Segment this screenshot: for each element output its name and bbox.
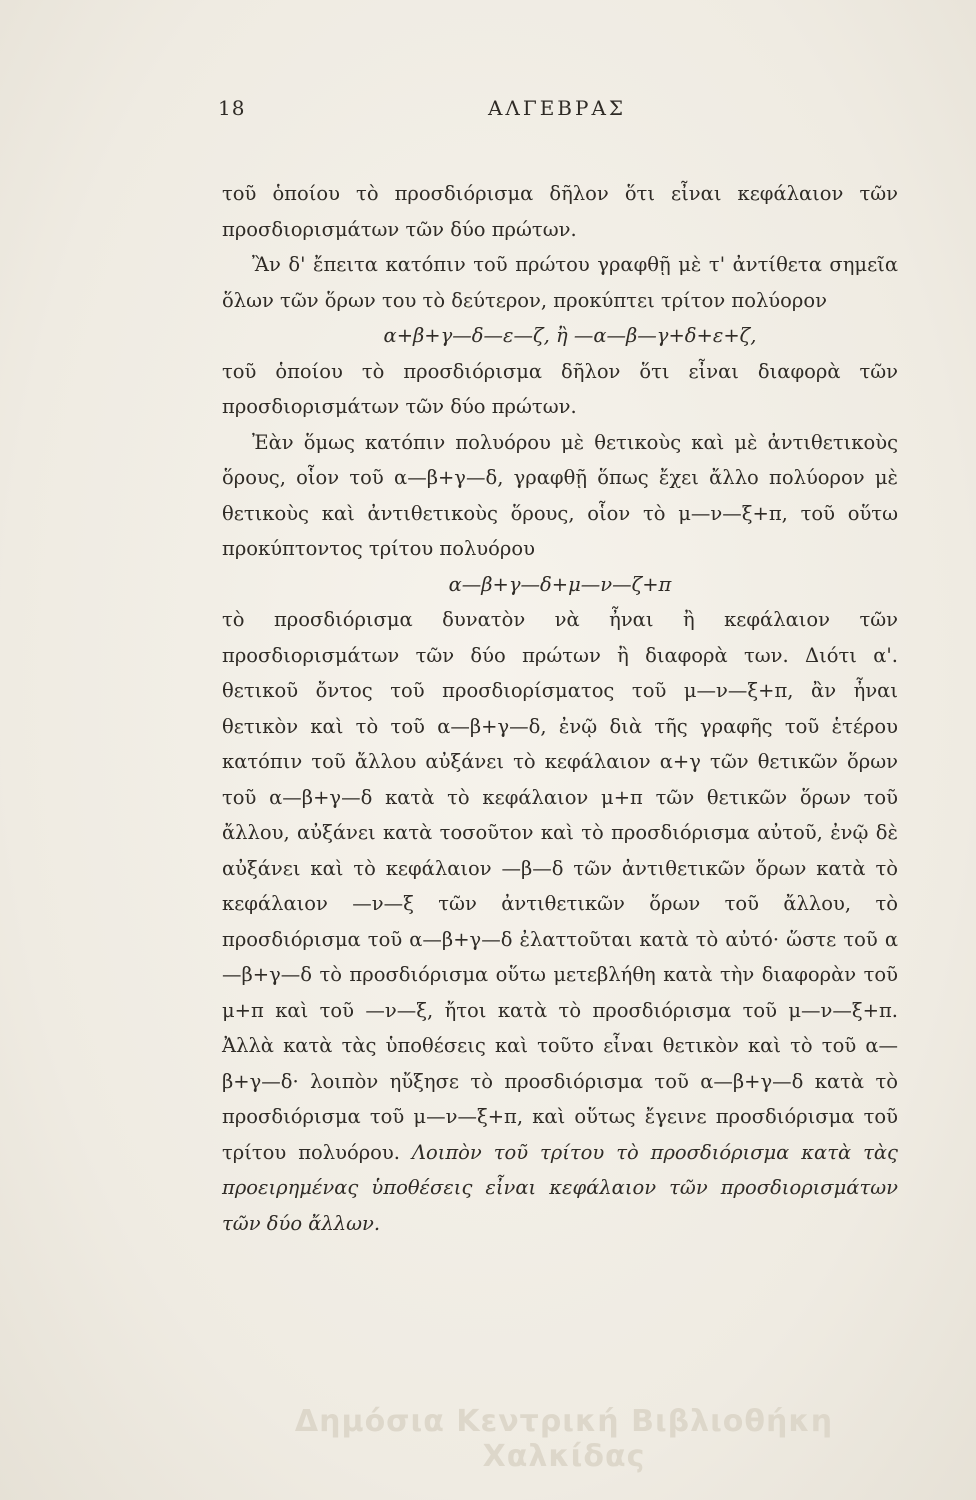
paragraph-1: τοῦ ὁποίου τὸ προσδιόρισμα δῆλον ὅτι εἶναι κεφάλαιον τῶν προσδιορισμάτων τῶν δύο πρώτων. xyxy=(222,182,898,241)
formula-1: α+β+γ—δ—ε—ζ, ἢ —α—β—γ+δ+ε+ζ, xyxy=(383,324,757,347)
book-title: ΑΛΓΕΒΡΑΣ xyxy=(487,96,627,120)
paragraph-4: Ἐὰν ὅμως κατόπιν πολυόρου μὲ θετικοὺς καὶ μὲ ἀντιθετικοὺς ὅρους, οἷον τοῦ α—β+γ—δ, γραφθῇ ὅπως ἔχει ἄλλο πολύορον μὲ θετικοὺς καὶ ἀντιθετικοὺς ὅρους, οἷον τὸ μ—ν—ξ+π, τοῦ οὕτω προκύπτοντος τρίτου πολυόρου xyxy=(222,430,898,560)
paragraph-5-text: τὸ προσδιόρισμα δυνατὸν νὰ ἦναι ἢ κεφάλαιον τῶν προσδιορισμάτων τῶν δύο πρώτων ἢ διαφορὰ των. Διότι α'. θετικοῦ ὄντος τοῦ προσδιορίσματος τοῦ μ—ν—ξ+π, ἂν ἦναι θετικὸν καὶ τὸ τοῦ α—β+γ—δ, ἐνῷ διὰ τῆς γραφῆς τοῦ ἑτέρου κατόπιν τοῦ ἄλλου αὐξάνει τὸ κεφάλαιον α+γ τῶν θετικῶν ὅρων τοῦ α—β+γ—δ κατὰ τὸ κεφάλαιον μ+π τῶν θετικῶν ὅρων τοῦ ἄλλου, αὐξάνει κατὰ τοσοῦτον καὶ τὸ προσδιόρισμα αὐτοῦ, ἐνῷ δὲ αὐξάνει καὶ τὸ κεφάλαιον —β—δ τῶν ἀντιθετικῶν ὅρων κατὰ τὸ κεφάλαιον —ν—ξ τῶν ἀντιθετικῶν ὅρων τοῦ ἄλλου, τὸ προσδιόρισμα τοῦ α—β+γ—δ ἐλαττοῦται κατὰ τὸ αὐτό· ὥστε τοῦ α—β+γ—δ τὸ προσδιόρισμα οὕτω μετεβλήθη κατὰ τὴν διαφορὰν τοῦ μ+π καὶ τοῦ —ν—ξ, ἤτοι κατὰ τὸ προσδιόρισμα τοῦ μ—ν—ξ+π. Ἀλλὰ κατὰ τὰς ὑποθέσεις καὶ τοῦτο εἶναι θετικὸν καὶ τὸ τοῦ α—β+γ—δ· λοιπὸν ηὔξησε τὸ προσδιόρισμα τοῦ α—β+γ—δ κατὰ τὸ προσδιόρισμα τοῦ μ—ν—ξ+π, καὶ οὕτως ἔγεινε προσδιόρισμα τοῦ τρίτου πολυόρου. xyxy=(222,608,898,1164)
paragraph-5-italic-conclusion: Λοιπὸν τοῦ τρίτου τὸ προσδιόρισμα κατὰ τὰς προειρημένας ὑποθέσεις εἶναι κεφάλαιον τῶν προσδιορισμάτων τῶν δύο ἄλλων. xyxy=(222,1140,898,1235)
formula-2: α—β+γ—δ+μ—ν—ζ+π xyxy=(448,572,672,596)
paragraph-5 xyxy=(222,602,898,1241)
page-number: 18 xyxy=(218,96,246,120)
paragraph-3: τοῦ ὁποίου τὸ προσδιόρισμα δῆλον ὅτι εἶναι διαφορὰ τῶν προσδιορισμάτων τῶν δύο πρώτων. xyxy=(222,359,898,418)
text-body xyxy=(222,176,898,1241)
paragraph-2: Ἂν δ' ἔπειτα κατόπιν τοῦ πρώτου γραφθῇ μὲ τ' ἀντίθετα σημεῖα ὅλων τῶν ὅρων του τὸ δεύτερον, προκύπτει τρίτον πολύορον xyxy=(222,253,898,312)
library-watermark: Δημόσια Κεντρική Βιβλιοθήκη Χαλκίδας xyxy=(294,1404,834,1474)
running-head xyxy=(218,96,896,126)
